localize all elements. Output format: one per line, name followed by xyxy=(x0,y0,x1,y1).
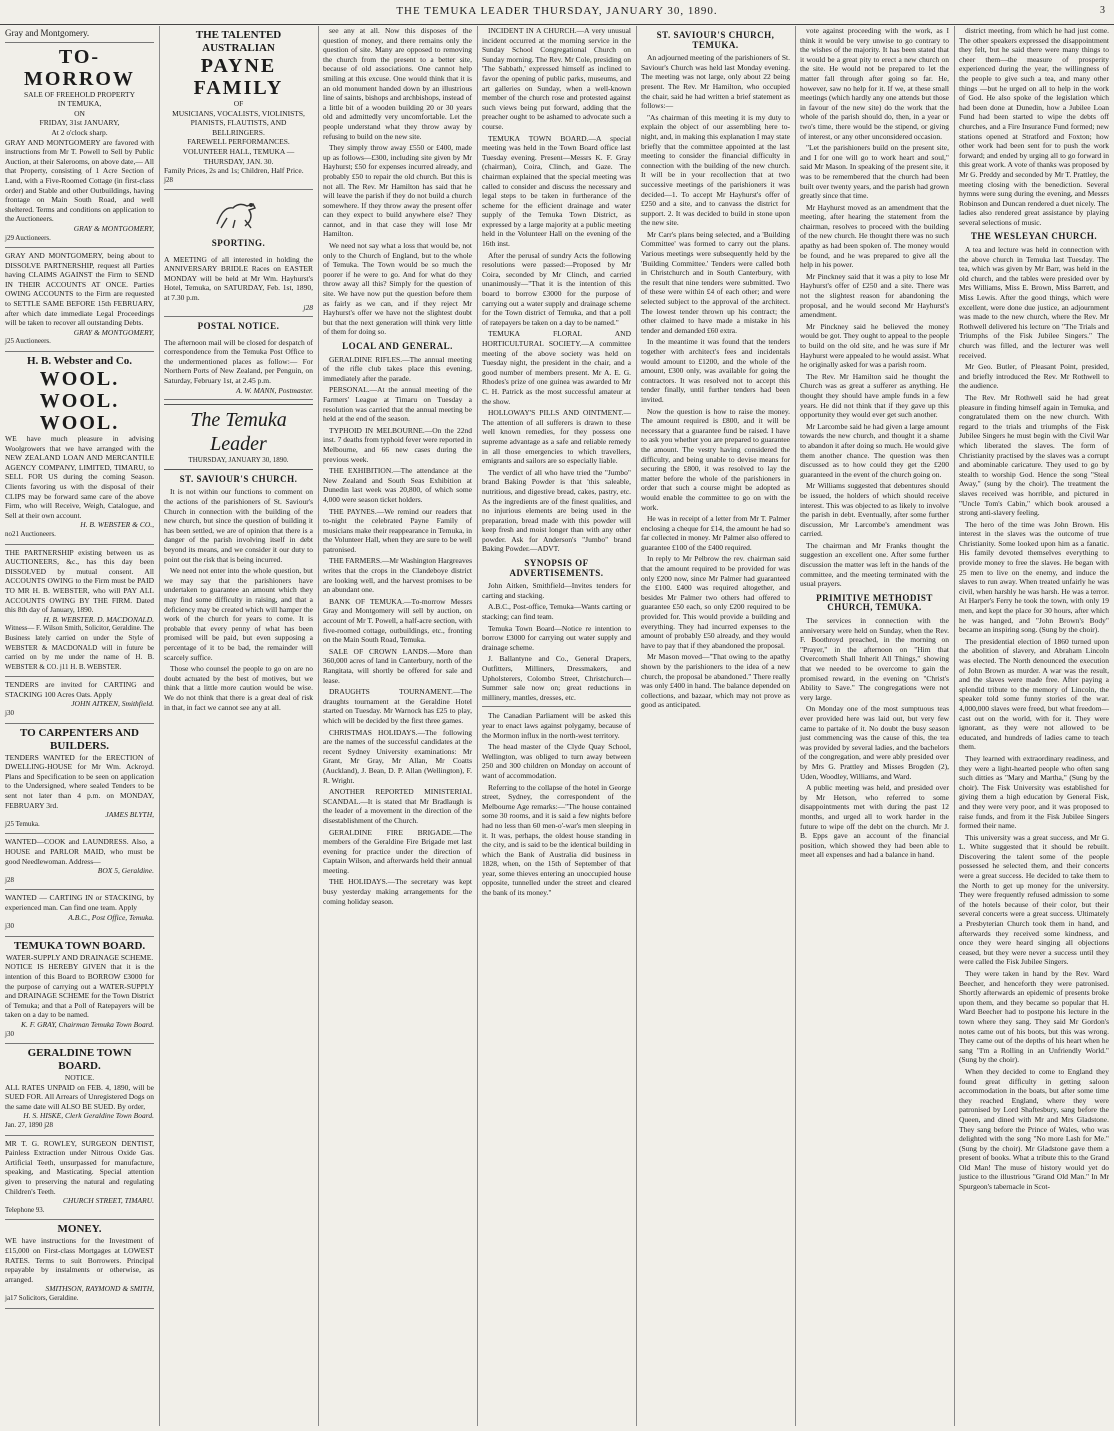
ad-body: WE have much pleasure in advising Woolgrowers that we have arranged with the NEW ZEALAND LOAN AND MERCANTILE AGENCY COMPANY, LIMITED, TIMARU, to SELL FOR US during the coming Season. Clients favoring us with the disposal of their CLIPS may be forward same care of the above Firm, who will Receive, Weigh, Catalogue, and Sell at their own account. xyxy=(5,434,154,520)
ad-signature: A.B.C., Post Office, Temuka. xyxy=(68,912,154,922)
column-6 xyxy=(795,26,954,1426)
ad-date: j30 xyxy=(5,709,14,718)
paragraph: Now the question is how to raise the money. The amount required is £800, and it will be necessary that a guarantee fund be raised. I have to ask you whether you are prepared to guarantee the amount. The vestry having considered the difficulty, and being unable to devise means for securing the £800, it was resolved to lay the matter before the whole of the parishioners in order that such a course might be adopted as would enable the committee to go on with the work. xyxy=(641,406,790,512)
ad-list xyxy=(164,26,313,190)
local-news-continued xyxy=(482,26,631,554)
paragraph: INCIDENT IN A CHURCH.—A very unusual incident occurred at the morning service in the Sunday School Congregational Church on Sunday morning. The Rev. Mr Cole, presiding on 'The Sabbath,' expressed himself as inclined to favor the opening of public parks, museums, and art galleries on Sunday, when a well-known member of the church rose and protested against such views being put forward, adding that the preacher ought to be ashamed to advocate such a course. xyxy=(482,26,631,131)
editorial-continued xyxy=(323,26,472,337)
ad-signature: BOX 5, Geraldine. xyxy=(97,866,154,876)
ad-signature: H. B. WEBSTER & CO., xyxy=(80,520,154,530)
ad-signature: JOHN AITKEN, Smithfield. xyxy=(71,699,154,709)
ad-date: Jan. 27, 1890 j28 xyxy=(5,1121,54,1130)
ad-list xyxy=(5,43,154,1309)
paragraph: An adjourned meeting of the parishioners of St. Saviour's Church was held last Monday evening. The meeting was not large, only about 22 being present. The Rev. Mr Hamilton, who occupied the chair, said he had written a brief statement as follows:— xyxy=(641,53,790,111)
ad-headline: TO-MORROW xyxy=(24,45,135,90)
advertisement xyxy=(5,677,154,723)
paragraph: The Rev. Mr Rothwell said he had great pleasure in finding himself again in Temuka, and congratulated them on the new church. With regard to the trials and triumphs of the Fisk Jubilee Singers he must begin with the Civil War which liberated the slaves. The form of Christianity practised by the slaves was a corrupt and abominable caricature. They used to go by stealth to worship God. Hence the song "Steal Away," (sung by the choir). The treatment the slaves received was horrible, and pictured in "Uncle Tom's Cabin," which book aroused a strong anti-slavery feeling. xyxy=(959,392,1109,518)
paragraph: CHRISTMAS HOLIDAYS.—The following are the names of the successful candidates at the recent Sydney University examinations: Mr Grant, Mr Gray, Mr Allan, Mr Coatts (Auckland), J. Bean, D. P. Allan (Wellington), F. R. Wright. xyxy=(323,727,472,785)
paragraph: Mr Mason moved—"That owing to the apathy shown by the parishioners to the idea of a new church, the proposal be abandoned." There really was only £400 in hand. The balance depended on collections, and bazaar, which may not prove as good as anticipated. xyxy=(641,652,790,710)
paragraph: Mr Geo. Butler, of Pleasant Point, presided, and briefly introduced the Rev. Mr Rothwell to the audience. xyxy=(959,362,1109,391)
ad-heading: TEMUKA TOWN BOARD. xyxy=(13,939,146,952)
advertisement xyxy=(5,43,154,249)
paragraph: THE EXHIBITION.—The attendance at the New Zealand and South Seas Exhibition at Dunedin last week was 20,800, of which some 4,000 were season ticket holders. xyxy=(323,466,472,504)
ad-body: THE PARTNERSHIP existing between us as AUCTIONEERS, &c., has this day been DISSOLVED by mutual consent. All ACCOUNTS OWING to the Firm must be PAID TO MR H. B. WEBSTER, who will PAY ALL ACCOUNTS OWING BY THE FIRM. Dated this 8th day of January, 1890. xyxy=(5,547,154,615)
ad-date: j25 Temuka. xyxy=(5,819,40,828)
ad-signature: GRAY & MONTGOMERY, xyxy=(73,327,154,337)
paragraph: John Aitken, Smithfield—Invites tenders for carting and stacking. xyxy=(482,581,631,600)
paragraph: They simply throw away £550 or £400, made up as follows—£300, including site given by Mr Hayhurst; £50 for expenses incurred already, and probably £50 to repair the old church. But this is not all. The Rev. Mr Hamilton has said that he will leave the parish if they do not build a church somewhere. If they throw away the present offer can they expect to build anywhere else? They cannot, and in that case they will lose Mr Hamilton. xyxy=(323,143,472,239)
paragraph: SALE OF CROWN LANDS.—More than 360,000 acres of land in Canterbury, north of the Rangitata, will shortly be offered for sale and lease. xyxy=(323,646,472,685)
ad-body: ALL RATES UNPAID on FEB. 4, 1890, will be SUED FOR. All Arrears of Unregistered Dogs on the same date will ALSO BE SUED. By order, xyxy=(5,1082,154,1111)
paragraph: THE PAYNES.—We remind our readers that to-night the celebrated Payne Family of musicians make their reappearance in Temuka, in the Volunteer Hall, when they are sure to be well patronised. xyxy=(323,506,472,554)
advertisement xyxy=(5,1136,154,1221)
ad-line: FAREWELL PERFORMANCES. xyxy=(187,137,290,147)
paragraph: TEMUKA FLORAL AND HORTICULTURAL SOCIETY.—A committee meeting of the above society was held on Tuesday night, the president in the chair, and a good number of members present. Mr A. E. G. Rhodes's prize of one guinea was awarded to Mr C. H. Patrick as the most successful amateur at the show. xyxy=(482,329,631,406)
ad-signature: SMITHSON, RAYMOND & SMITH, xyxy=(45,1284,154,1294)
paragraph: Mr Pinckney said he believed the money would be got. They ought to appeal to the people to build on the old site, and he was sure if Mr Hayhurst were appealed to he would assist. What he originally asked for was a parish room. xyxy=(800,321,949,370)
editorial-heading: ST. SAVIOUR'S CHURCH. xyxy=(179,473,298,484)
sporting-heading: SPORTING. xyxy=(211,237,266,248)
masthead xyxy=(0,0,1114,25)
synopsis-heading: SYNOPSIS OF ADVERTISEMENTS. xyxy=(509,558,604,578)
paragraph: The chairman and Mr Franks thought the suggestion an excellent one. After some further discussion the matter was left in the hands of the committee, and the meeting terminated with the usual prayers. xyxy=(800,540,949,589)
paragraph: Mr Carr's plans being selected, and a 'Building Committee' was formed to carry out the plans. Various meetings were subsequently held by the 'Building Committee.' Tenders were called both in Christchurch and in South Canterbury, with the result that nine tenders were submitted. Two of these were within £4 of each other; and were selected subject to the approval of the architect. The lowest tender thrown up his contract; the other claimed to have made a mistake in his tender and demanded £60 extra. xyxy=(641,229,790,335)
ad-heading: THE TALENTED AUSTRALIAN xyxy=(195,29,282,54)
paragraph: Mr Williams suggested that debentures should be issued, the holders of which should receive interest. This was objected to as likely to involve the parish in debt. Eventually, after some further discussion, Mr Larcombe's amendment was carried. xyxy=(800,481,949,539)
ad-line: IN TEMUKA, xyxy=(57,99,102,109)
ad-body: GRAY AND MONTGOMERY are favored with instructions from Mr T. Powell to Sell by Public Auction, at their Salerooms, on above date,— All that Property, consisting of 1 Acre Section of Land, with a Five-Roomed Cottage (in first-class order) and Stable and other Outbuildings, having frontage on Main South Road, and well sheltered. Terms and conditions on application to the Auctioneers. xyxy=(5,137,154,224)
church-meeting-continued xyxy=(800,26,949,589)
ad-body: WANTED—COOK and LAUNDRESS. Also, a HOUSE and PARLOR MAID, who must be good Needlewoman. Address— xyxy=(5,837,154,866)
ad-line: SALE OF FREEHOLD PROPERTY xyxy=(23,89,136,99)
advertisement xyxy=(5,545,154,678)
ad-date: Witness— F. Wilson Smith, Solicitor, Geraldine. The Business lately carried on under the Style of WEBSTER & MACDONALD will in future be carried on by me under the name of H. B. WEBSTER & CO. j11 H. B. WEBSTER. xyxy=(5,624,154,671)
paragraph: When they decided to come to England they found great difficulty in getting saloon accommodation in the boats, but after some time they reached England, where they were patronised by Lord Shaftesbury, sang before the Queen, and dined with Mr and Mrs Gladstone. They sang before the Prince of Wales, who was delighted with the song "No more Lash for Me." (Sung by the choir). Mr Gladstone gave them a present of books. What a tribute this to the Grand Old Man! The muse of history would yet do justice to the illustrious "Grand Old Man." In Mr Spurgeon's tabernacle in Scot- xyxy=(959,1066,1109,1192)
ad-signature: K. F. GRAY, Chairman Temuka Town Board. xyxy=(21,1019,154,1029)
ad-line: MUSICIANS, VOCALISTS, VIOLINISTS, PIANISTS, FLAUTISTS, AND BELLRINGERS. xyxy=(172,108,305,137)
paragraph: TEMUKA TOWN BOARD.—A special meeting was held in the Town Board office last Tuesday evening. Present—Messrs K. F. Gray (chairman), Coira, Clinch, and Gaze. The chairman explained that the special meeting was called to consider and discuss the necessary and legal steps to be taken in furtherance of the scheme for the efficient drainage and water supply of the Temuka Town District, as expressed by a large majority at a public meeting held in the Volunteer Hall on the evening of the 16th inst. xyxy=(482,133,631,249)
page-number: 3 xyxy=(1100,5,1106,16)
paragraph: The head master of the Clyde Quay School, Wellington, was obliged to turn away between 250 and 300 children on Monday on account of want of accommodation. xyxy=(482,742,631,780)
advertisement xyxy=(5,937,154,1044)
paragraph: The services in connection with the anniversary were held on Sunday, when the Rev. F. Boothroyd preached, in the morning on "Prayer," in the afternoon on "Him that Overcometh Shall Inherit All Things," showing that we needed to be overcome to gain the promised reward, in the evening on "Christ's Ability to Save." The congregations were not very large. xyxy=(800,616,949,702)
advertisement xyxy=(5,1044,154,1136)
column-5 xyxy=(636,26,795,1426)
paragraph: He was in receipt of a letter from Mr T. Palmer enclosing a cheque for £14, the amount he had so far collected in money. Mr Palmer also offered to guarantee £100 of the £400 required. xyxy=(641,514,790,552)
paragraph: PERSONAL.—At the annual meeting of the Farmers' League at Timaru on Tuesday a resolution was carried that the annual meeting be held at the end of the season. xyxy=(323,385,472,424)
primitive-methodist-heading: PRIMITIVE METHODIST CHURCH, TEMUKA. xyxy=(816,592,933,613)
newspaper-date: THURSDAY, JANUARY 30, 1890. xyxy=(164,456,313,470)
paragraph: Temuka Town Board—Notice re intention to borrow £3000 for carrying out water supply and drainage scheme. xyxy=(482,623,631,652)
paragraph: vote against proceeding with the work, as I think it would be very unwise to go contrary to the wishes of the majority. It has been stated that it would be a great pity to erect a new church on the site. He would not be prepared to let the matter fall through after going so far. He, however, saw no help for it. If we, at these small meetings (which hardly any one attends but those in favour of the new site) do the work that the whole of the parish should do, then, in a year or two's time, there would be the stipend, or giving of interest, or any other unconsidered occasion. xyxy=(800,26,949,141)
postal-notice: The afternoon mail will be closed for despatch of correspondence from the Temuka Post Office to the undermentioned places as follow:— For Northern Ports of New Zealand, per Penguin, on Saturday, February 1st, at 2.45 p.m. xyxy=(164,337,313,386)
church-meeting-report xyxy=(641,53,790,710)
ad-signature: H. S. HISKE, Clerk Geraldine Town Board. xyxy=(23,1111,154,1121)
ad-body: WE have instructions for the Investment of £15,000 on First-class Mortgages at LOWEST RATES. Terms to suit Borrowers. Principal repayable by instalments or otherwise, as arranged. xyxy=(5,1236,154,1284)
synopsis-list xyxy=(482,581,631,702)
ad-heading: TO CARPENTERS AND BUILDERS. xyxy=(20,726,139,752)
ad-body: GRAY AND MONTGOMERY, being about to DISSOLVE PARTNERSHIP, request all Parties having CLAIMS AGAINST the Firm to SEND IN THEIR ACCOUNTS AT ONCE. Parties OWING ACCOUNTS to the Firm are requested to SETTLE SAME BEFORE 15th FEBRUARY, after which date immediate Legal Proceedings will be taken to recover all outstanding Debts. xyxy=(5,251,154,328)
advertisement xyxy=(5,834,154,890)
paragraph: The Rev. Mr Hamilton said he thought the Church was as great a sufferer as anything. He thought they should have ample funds in a few years. He did not think that if they gave up this opportunity they would ever get such another. xyxy=(800,371,949,420)
paragraph: Referring to the collapse of the hotel in George street, Sydney, the correspondent of the Melbourne Age remarks:—"The house contained some 30 rooms, and it is said a few nights before had no less than 60 men-o'-war's men sleeping in it. It was, perhaps, the oldest house standing in the city, and is said to be the identical building in which the Bank of Australia did business in 1828, when, on the 15th of September of that year, some thieves entering an unoccupied house opposite, tunnelled under the street and cleared the bank of its money." xyxy=(482,782,631,898)
ad-date: Telephone 93. xyxy=(5,1205,45,1214)
ad-body: TENDERS WANTED for the ERECTION of DWELLING-HOUSE for Mr Wm. Ackroyd. Plans and Specification to be seen on application to the Undersigned, where sealed Tenders to be sent not later than 4 p.m. on MONDAY, FEBRUARY 3rd. xyxy=(5,752,154,810)
paragraph: After the perusal of sundry Acts the following resolutions were passed:—Proposed by Mr Coira, seconded by Mr Clinch, and carried unanimously—"That it is the intention of this board to borrow £3000 for the purpose of carrying out a water supply and drainage scheme for the Town district of Temuka, and that a poll of ratepayers be taken on a day to be named." xyxy=(482,250,631,327)
ad-body: WANTED — CARTING IN or STACKING, by experienced man. Can find one team. Apply xyxy=(5,893,154,912)
advertisement xyxy=(5,890,154,936)
paragraph: J. Ballantyne and Co., General Drapers, Outfitters, Milliners, Dressmakers, and Upholsterers, Colombo Street, Christchurch—Summer sale now on; great reductions in millinery, mantles, dresses, etc. xyxy=(482,654,631,702)
paragraph: THE HOLIDAYS.—The secretary was kept busy yesterday making arrangements for the coming holiday season. xyxy=(323,877,472,906)
ad-date: j30 xyxy=(5,1029,14,1038)
ad-date: j29 Auctioneers. xyxy=(5,233,51,242)
church-meeting-heading: ST. SAVIOUR'S CHURCH, TEMUKA. xyxy=(656,30,775,50)
paragraph: DRAUGHTS TOURNAMENT.—The draughts tournament at the Geraldine Hotel started on Tuesday. Mr Warnock has £25 to play, which will be decided by the first three games. xyxy=(323,687,472,725)
column-3 xyxy=(318,26,477,1426)
paragraph: THE FARMERS.—Mr Washington Hargreaves writes that the crops in the Clandeboye district are looking well, and the harvest promises to be an abundant one. xyxy=(323,556,472,595)
ad-body: Family Prices, 2s and 1s; Children, Half Price. xyxy=(164,166,304,176)
ad-line: WATER-SUPPLY AND DRAINAGE SCHEME. xyxy=(5,952,154,962)
paragraph: HOLLOWAY'S PILLS AND OINTMENT.—The attention of all sufferers is drawn to these well known remedies, for they possess one supreme advantage as a safe and reliable remedy in all those emergencies to which travellers, emigrants and sailors are so especially liable. xyxy=(482,408,631,466)
column-7 xyxy=(954,26,1114,1426)
postal-notice-signature: A. W. MANN, Postmaster. xyxy=(235,385,313,395)
paragraph: Mr Hayhurst moved as an amendment that the meeting, after hearing the statement from the chairman, resolves to proceed with the building of the new church. He thought there was no such apathy as had been spoken of. The money would be found, and he was prepared to give all the help in his power. xyxy=(800,202,949,270)
paragraph: We need not say what a loss that would be, not only to the Church of England, but to the whole of Temuka. The Town would be so much the poorer if he were to go. And for what do they throw away all this? Simply for the question of site. We have now put the question before them as fairly as we can, and if they reject Mr Hayhurst's offer we have not the slightest doubt but that the next generation will think very little of them for doing so. xyxy=(323,241,472,337)
ad-date: j30 xyxy=(5,922,14,931)
wesleyan-report xyxy=(959,245,1109,1192)
paragraph: Those who counsel the people to go on are no doubt actuated by the best of motives, but we think that a little more caution would be wise. We do not think that there is a great deal of risk in that, in fact we cannot see any at all. xyxy=(164,664,313,712)
paragraph: A tea and lecture was held in connection with the above church in Temuka last Tuesday. The tea, which was given by Mr Barr, was held in the old church, and the tables were presided over by Mrs Williams, Miss E. Brown, Miss Barrett, and Miss Lewis. After the good things, which were excellent, were done due justice, an adjournment was made to the new church, where the Rev. Mr Rothwell delivered his lecture on "The Trials and Triumphs of the Fisk Jubilee Singers." The church was filled, and the lecturer was well received. xyxy=(959,245,1109,360)
paragraph: ANOTHER REPORTED MINISTERIAL SCANDAL.—It is stated that Mr Bradlaugh is the leader of a movement in the direction of the disestablishment of the Church. xyxy=(323,787,472,825)
ad-signature: JAMES BLYTH, xyxy=(105,810,154,820)
editorial-body xyxy=(164,487,313,712)
paragraph: see any at all. Now this disposes of the question of money, and there remains only the question of site. Many are opposed to removing the church from the present to a better site, because of old associations. One cannot help smiling at this excuse. One would think that it is an old monument handed down by an illustrious line of saints, bishops and archbishops, instead of a little bit of a wooden building 20 or 30 years old and admittedly very uncomfortable. Let the people understand what they throw away by refusing to build on the new site. xyxy=(323,26,472,141)
ad-heading: MONEY. xyxy=(57,1223,102,1236)
ad-body: TENDERS are invited for CARTING and STACKING 100 Acres Oats. Apply xyxy=(5,680,154,699)
ad-body: MR T. G. ROWLEY, SURGEON DENTIST, Painless Extraction under Nitrous Oxide Gas. Artificial Teeth, unsurpassed for manufacture, speaking, and Masticating. Special attention given to preserving the natural and regulating Children's Teeth. xyxy=(5,1138,154,1196)
paragraph: They were taken in hand by the Rev. Ward Beecher, and henceforth they were patronised. Shortly afterwards an epidemic of presents broke upon them, and they became so popular that H. Ward Beecher had to postpone his lecture in the town where they sang. They said Mr Gordon's notes came out of his boots, but this was wrong. They came out of the depths of his heart when he sang "I'm a Rolling in an Unfriendly World." (Sung by the choir). xyxy=(959,969,1109,1065)
ad-headline: WOOL. WOOL. WOOL. xyxy=(39,368,120,435)
paragraph: "As chairman of this meeting it is my duty to explain the object of our assembling here to-night, and, in making this explanation I may state briefly that the committee appointed at the last meeting to consider the financial difficulty in connection with the building of the new church. It will be in your recollection that at two successive meetings of the parishioners it was decided—1. To accept Mr Hayhurst's offer of £250 and a site, and to canvass the district for support. 2. It was decided to build in stone upon the new site. xyxy=(641,112,790,228)
newspaper-title: The Temuka Leader xyxy=(164,404,313,456)
paragraph: GERALDINE FIRE BRIGADE.—The members of the Geraldine Fire Brigade met last evening for practice under the direction of Captain Wilson, and afterwards held their annual meeting. xyxy=(323,827,472,875)
paragraph: On Monday one of the most sumptuous teas ever provided here was laid out, but very few came to partake of it. No doubt the busy season just commencing was the cause of this, the tea was provided by several ladies, and the bachelors of the congregation, and were ably presided over by Mrs G. Prattley and Misses Brogden (2), Uden, Woodley, Williams, and Ward. xyxy=(800,704,949,781)
ad-line: At 2 o'clock sharp. xyxy=(51,127,108,137)
wesleyan-heading: THE WESLEYAN CHURCH. xyxy=(970,231,1098,242)
ad-date: j28 xyxy=(164,175,173,184)
ad-line: VOLUNTEER HALL, TEMUKA — THURSDAY, JAN. 30. xyxy=(182,146,295,166)
paragraph: BANK OF TEMUKA.—To-morrow Messrs Gray and Montgomery will sell by auction, on account of Mr T. Powell, a half-acre section, with five-roomed cottage, outbuildings, etc., fronting on the Main South Road, Temuka. xyxy=(323,596,472,645)
ad-line: OF xyxy=(233,99,244,108)
column-4 xyxy=(477,26,636,1426)
paragraph: A public meeting was held, and presided over by Mr Hetson, who referred to some disappointments met with during the past 12 months, and urged all to work harder in the future to wipe off the debt on the church. Mr J. B. Epps gave an account of the financial position, which showed they had been able to meet all expenses and had a balance in hand. xyxy=(800,783,949,860)
paragraph: In the meantime it was found that the tenders together with architect's fees and incidentals would amount to £1200, and the whole of the amount, £300 only, was available for going the contractors. It was resolved not to accept this tender finally, until further tenders had been invited. xyxy=(641,337,790,404)
paragraph: "Let the parishioners build on the present site, and I for one will go to work heart and soul," said Mr Mason. In speaking of the present site, it was to be remembered that the church had been built over twenty years, and the parish had grown greatly since that time. xyxy=(800,143,949,201)
column-2 xyxy=(159,26,318,1426)
ad-date: j28 xyxy=(5,875,14,884)
advertisement xyxy=(164,26,313,190)
masthead-title: THE TEMUKA LEADER THURSDAY, JANUARY 30, 1890. xyxy=(396,5,718,17)
ad-signature: H. B. WEBSTER. D. MACDONALD. xyxy=(43,614,154,624)
paragraph: We need not enter into the whole question, but we may say that the parishioners have undertaken to guarantee an amount which they may find some difficulty in raising, and that a deficiency may be created which will hamper the work of the church for years to come. It is probable that every penny of what has been promised will be paid, but even supposing a percentage of it to be bad, the remainder will scarcely suffice. xyxy=(164,566,313,662)
ad-date: no21 Auctioneers. xyxy=(5,529,56,538)
paragraph: The verdict of all who have tried the "Jumbo" brand Baking Powder is that 'this saleable, nutritious, and digestive bread, cakes, pastry, etc. As the ingredients are of the finest qualities, and no injurious elements are being used in the preparation, bread made with this powder will keep fresh and moist longer than with any other powder. Ask for Anderson's "Jumbo" brand Baking Powder.—ADVT. xyxy=(482,467,631,554)
local-news xyxy=(323,355,472,907)
paragraph: Mr Pinckney said that it was a pity to lose Mr Hayhurst's offer of £250 and a site. There was not the slightest reason for abandoning the proposal, and he would second Mr Hayhurst's amendment. xyxy=(800,271,949,320)
ad-heading: GERALDINE TOWN BOARD. xyxy=(27,1047,132,1073)
ad-date: ja17 Solicitors, Geraldine. xyxy=(5,1293,79,1302)
advertisement xyxy=(5,352,154,545)
sporting-date: j28 xyxy=(303,302,313,312)
paragraph: TYPHOID IN MELBOURNE.—On the 22nd inst. 7 deaths from typhoid fever were reported in Melbourne, and 66 new cases during the previous week. xyxy=(323,425,472,464)
sporting-icon xyxy=(164,196,313,233)
advertisement xyxy=(5,1220,154,1308)
paragraph: The presidential election of 1860 turned upon the abolition of slavery, and Abraham Lincoln was elected. The North denounced the execution of John Brown as murder. A war was the result, and the slaves were made free. After paying a splendid tribute to the memory of Lincoln, the speaker told some funny stories of the war. 4,000,000 slaves were freed, but what freedom—cast out on the world, with for it. They were ignorant, as they were not allowed to be educated, and hundreds of ladies came to teach them. xyxy=(959,636,1109,752)
paragraph: A.B.C., Post-office, Temuka—Wants carting or stacking; can find team. xyxy=(482,602,631,622)
ad-line: NOTICE. xyxy=(64,1073,95,1083)
ad-line: FRIDAY, 31st JANUARY, xyxy=(39,118,120,128)
postal-notice-heading: POSTAL NOTICE. xyxy=(197,321,280,332)
sporting-notice: A MEETING of all interested in holding the ANNIVERSARY BRIDLE Races on EASTER MONDAY will be held at Mr Wm. Hayhurst's Hotel, Temuka, on SATURDAY, Feb. 1st, 1890, at 7.30 p.m. xyxy=(164,254,313,302)
ad-body: NOTICE IS HEREBY GIVEN that it is the intention of this Board to BORROW £3000 for the purpose of carrying out a WATER-SUPPLY and DRAINAGE SCHEME for the Town District of Temuka; and that a Poll of Ratepayers will be taken on a day to be named. xyxy=(5,962,154,1020)
paragraph: The Canadian Parliament will be asked this year to enact laws against polygamy, because of the Mormon influx in the north-west territory. xyxy=(482,711,631,740)
top-ad: Gray and Montgomery. xyxy=(5,26,154,43)
advertisement xyxy=(5,724,154,835)
paragraph: Mr Larcombe said he had given a large amount towards the new church, and thought it a shame to abandon it after doing so much. He would give them another chance. The question was then discussed as to how could they get the £200 guaranteed in the event of the church going on. xyxy=(800,421,949,479)
column-advertisements-1 xyxy=(0,26,159,1426)
paragraph: In reply to Mr Pelbrow the rev. chairman said that the amount required to be provided for was only £200 now, since Mr Palmer had guaranteed the £100. £400 was required altogether, and besides Mr Palmer two others had offered to guarantee £50 each, so only £200 required to be provided for. This would provide a building and everything. They had incurred expenses to the amount of probably £50 already, and they would have to pay that if they abandoned the proposal. xyxy=(641,554,790,650)
ad-heading: H. B. Webster and Co. xyxy=(26,355,133,368)
primitive-methodist-report xyxy=(800,616,949,860)
closing-items xyxy=(482,711,631,897)
paragraph: GERALDINE RIFLES.—The annual meeting of the rifle club takes place this evening, immediately after the parade. xyxy=(323,354,472,383)
paragraph: It is not within our functions to comment on the actions of the parishioners of St. Saviour's Church in connection with the building of the new church, but since the question of building it has been settled, we are of opinion that there is a danger of the parish involving itself in debt beyond its means, and we consider it our duty to point out the risk that is being incurred. xyxy=(164,487,313,564)
ad-line: ON xyxy=(74,108,85,118)
ad-date: j25 Auctioneers. xyxy=(5,337,51,346)
paragraph: district meeting, from which he had just come. The other speakers expressed the disappointment they felt, but he said there were many things to cheer them—the measure of prosperity experienced during the year, the willingness of the people to give such a tea, and many other things —but he urged on all to help in the work of God. He also spoke of the legislation which had been done at Dunedin, how a Jubilee Loan Fund had been started to wipe the debts off churches, and a Fire Insurance Fund formed; new stations opened at Stratford and Foxton; how other work had been sent for to push the work forward; and ended by urging all to go forward in this great work. A vote of thanks was proposed by Mr G. Preddy and seconded by Mr T. Prattley, the meeting closing with the benediction. Several hymns were sung during the evening, and Messrs Robinson and Duncan rendered a duet nicely. The ladies also rendered great assistance by playing several selections of music. xyxy=(959,26,1109,227)
ad-signature: GRAY & MONTGOMERY, xyxy=(73,223,154,233)
advertisement xyxy=(5,248,154,352)
ad-headline: PAYNE FAMILY xyxy=(193,55,284,99)
paragraph: This university was a great success, and Mr G. L. White suggested that it should be rebuilt. Discovering the talent some of the people possessed he selected them, and their concerts were a great success. He decided to take them to the North to get up money for the university. They were frequently refused admission to some of the hotels because of their color, but their several concerts were a great success. Ultimately a Presbyterian Church took them in hand, and afterwards they received some kindness, and once they were heard singing all objections ceased, but they were never a success until they were called the Fisk Jubilee Singers. xyxy=(959,832,1109,967)
ad-signature: CHURCH STREET, TIMARU. xyxy=(62,1196,154,1206)
paragraph: The hero of the time was John Brown. His interest in the slaves was the outcome of true Christianity. Some looked upon him as a fanatic. His family devoted themselves everything to provide money to free the slaves. He began with 25 men to live on the enemy, and induce the slaves to run away. When treated unfairly he was civil, when harshly he was harsh. He was a terror. At Harper's Ferry he took the town, with only 19 men, and kept the place for 30 hours, after which he was hanged, and "John Brown's Body" became an inspiring song. (Sung by the choir). xyxy=(959,519,1109,635)
methodist-continued xyxy=(959,26,1109,227)
local-general-heading: LOCAL AND GENERAL. xyxy=(342,341,453,351)
paragraph: They learned with extraordinary readiness, and they were a light-hearted people who often sang such ditties as "Mary and Martha," (Sung by the choir). The Fisk University was established for giving them a high education by General Fisk, and they were very poor, and it was proposed to raise funds, and from it the Fisk Jubilee Singers formed their name. xyxy=(959,753,1109,831)
